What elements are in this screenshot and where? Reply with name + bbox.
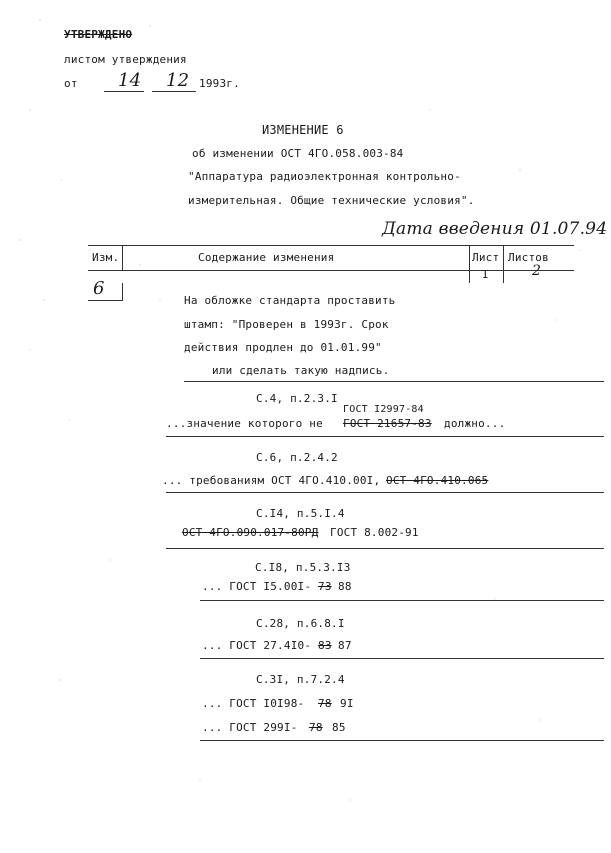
section-2-heading: С.6, п.2.4.2 [256, 451, 338, 464]
section-1-struck: ГОСТ 21657-83 [343, 417, 432, 430]
approval-year: 1993г. [199, 77, 240, 90]
approval-month: 12 [166, 70, 190, 91]
intro-date: Дата введения 01.07.94 [382, 219, 608, 239]
col-listov-header: Листов [508, 251, 549, 264]
header-divider-2 [469, 245, 470, 283]
col-izm-header: Изм. [92, 251, 120, 264]
col-content-header: Содержание изменения [198, 251, 335, 264]
doc-subtitle-3: измерительная. Общие технические условия". [188, 194, 475, 207]
section-2-prefix: ... требованиям ОСТ 4ГО.410.00I, [162, 474, 381, 487]
section-1-inserted: ГОСТ I2997-84 [343, 404, 424, 415]
section-3-heading: С.I4, п.5.I.4 [256, 507, 345, 520]
approval-date-prefix: от [64, 77, 78, 90]
section-1-heading: С.4, п.2.3.I [256, 392, 338, 405]
section-5-heading: С.28, п.6.8.I [256, 617, 345, 630]
change-text-2: штамп: "Проверен в 1993г. Срок [184, 318, 389, 331]
section-rule [166, 492, 604, 493]
header-divider-3 [503, 245, 504, 283]
change-text-3: действия продлен до 01.01.99" [184, 341, 382, 354]
section-rule [166, 436, 604, 437]
section-rule [166, 548, 604, 549]
col-list-header: Лист [472, 251, 500, 264]
section-6-heading: С.3I, п.7.2.4 [256, 673, 345, 686]
section-5-struck: 83 [318, 639, 332, 652]
header-divider-1 [122, 245, 123, 270]
section-4-heading: С.I8, п.5.3.I3 [255, 561, 351, 574]
section-6-item-2-struck: 78 [309, 721, 323, 734]
change-number: 6 [93, 278, 105, 299]
section-6-item-1-struck: 78 [318, 697, 332, 710]
section-6-item-2-prefix: ... ГОСТ 299I- [202, 721, 298, 734]
month-underline [152, 91, 196, 92]
doc-subtitle-1: об изменении ОСТ 4ГО.058.003-84 [192, 147, 404, 160]
section-rule [200, 740, 604, 741]
day-underline [104, 91, 144, 92]
section-4-inserted: 88 [338, 580, 352, 593]
approval-day: 14 [118, 70, 142, 91]
section-1-prefix: ...значение которого не [166, 417, 323, 430]
header-bottom-rule [88, 270, 574, 271]
section-6-item-2-inserted: 85 [332, 721, 346, 734]
section-2-struck: ОСТ 4ГО.410.065 [386, 474, 489, 487]
approval-line2: листом утверждения [64, 53, 187, 66]
doc-title: ИЗМЕНЕНИЕ 6 [262, 123, 344, 137]
listov-value: 2 [532, 263, 542, 279]
section-5-prefix: ... ГОСТ 27.4I0- [202, 639, 312, 652]
approval-line1: УТВЕРЖДЕНО [64, 28, 133, 41]
section-4-struck: 73 [318, 580, 332, 593]
section-6-item-1-prefix: ... ГОСТ I0I98- [202, 697, 305, 710]
section-6-item-1-inserted: 9I [340, 697, 354, 710]
section-rule [200, 658, 604, 659]
list-value: I [482, 268, 489, 281]
section-rule [200, 600, 604, 601]
change-text-4: или сделать такую надпись. [212, 364, 390, 377]
change-text-1: На обложке стандарта проставить [184, 294, 396, 307]
doc-subtitle-2: "Аппаратура радиоэлектронная контрольно- [188, 170, 461, 183]
header-top-rule [88, 245, 574, 246]
section-5-inserted: 87 [338, 639, 352, 652]
section-rule [184, 381, 604, 382]
section-3-inserted: ГОСТ 8.002-91 [330, 526, 419, 539]
section-4-prefix: ... ГОСТ I5.00I- [202, 580, 312, 593]
section-1-suffix: должно... [444, 417, 506, 430]
section-3-struck: ОСТ 4ГО.090.017-80РД [182, 526, 319, 539]
